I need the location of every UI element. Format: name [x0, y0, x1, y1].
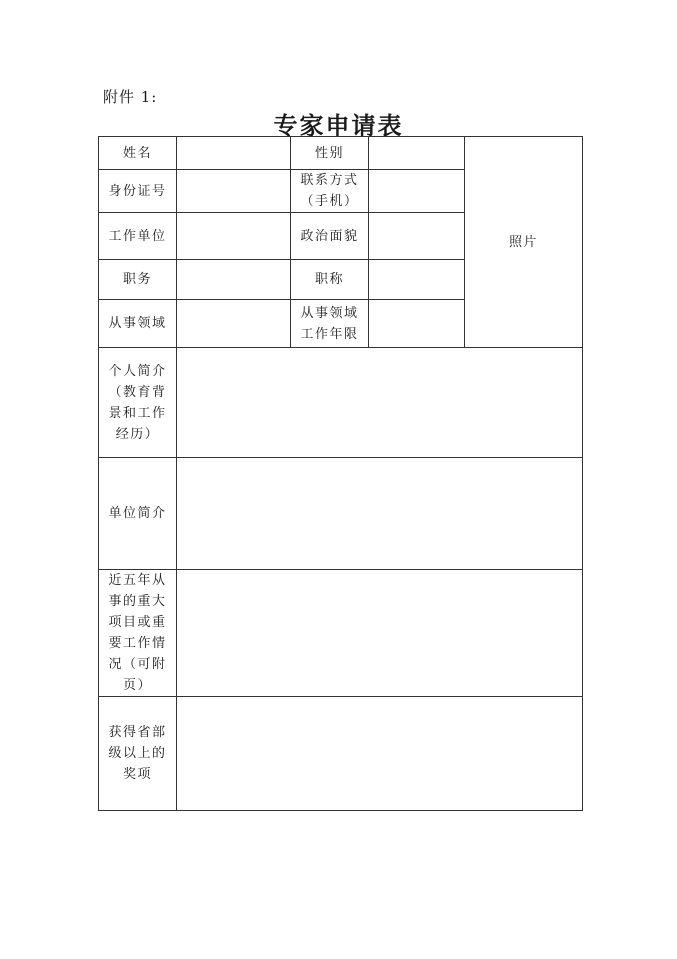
name-label: 姓名: [99, 137, 177, 170]
work-unit-label: 工作单位: [99, 213, 177, 260]
contact-label: 联系方式 （手机）: [291, 170, 369, 213]
position-field[interactable]: [177, 260, 291, 300]
photo-label: 照片: [508, 234, 538, 250]
id-number-field[interactable]: [177, 170, 291, 213]
unit-profile-label: 单位简介: [99, 458, 177, 570]
major-projects-label: 近五年从 事的重大 项目或重 要工作情 况（可附 页）: [99, 570, 177, 697]
name-field[interactable]: [177, 137, 291, 170]
political-status-field[interactable]: [369, 213, 465, 260]
profile-label: 个人简介 （教育背 景和工作 经历）: [99, 348, 177, 458]
photo-area[interactable]: [465, 137, 583, 348]
field-label: 从事领域: [99, 300, 177, 348]
title-rank-label: 职称: [291, 260, 369, 300]
attachment-label: 附件 1:: [103, 88, 158, 106]
field-years-label: 从事领域 工作年限: [291, 300, 369, 348]
application-form-table: [98, 136, 583, 811]
gender-field[interactable]: [369, 137, 465, 170]
row-profile: [99, 348, 583, 458]
awards-field[interactable]: [177, 697, 583, 811]
political-status-label: 政治面貌: [291, 213, 369, 260]
title-rank-field[interactable]: [369, 260, 465, 300]
work-unit-field[interactable]: [177, 213, 291, 260]
awards-label: 获得省部 级以上的 奖项: [99, 697, 177, 811]
profile-field[interactable]: [177, 348, 583, 458]
field-input[interactable]: [177, 300, 291, 348]
row-name: [99, 137, 583, 170]
position-label: 职务: [99, 260, 177, 300]
major-projects-field[interactable]: [177, 570, 583, 697]
field-years-input[interactable]: [369, 300, 465, 348]
row-awards: [99, 697, 583, 811]
gender-label: 性别: [291, 137, 369, 170]
contact-field[interactable]: [369, 170, 465, 213]
row-unit-profile: [99, 458, 583, 570]
unit-profile-field[interactable]: [177, 458, 583, 570]
id-number-label: 身份证号: [99, 170, 177, 213]
form-title: 专家申请表: [273, 111, 404, 140]
row-major-projects: [99, 570, 583, 697]
